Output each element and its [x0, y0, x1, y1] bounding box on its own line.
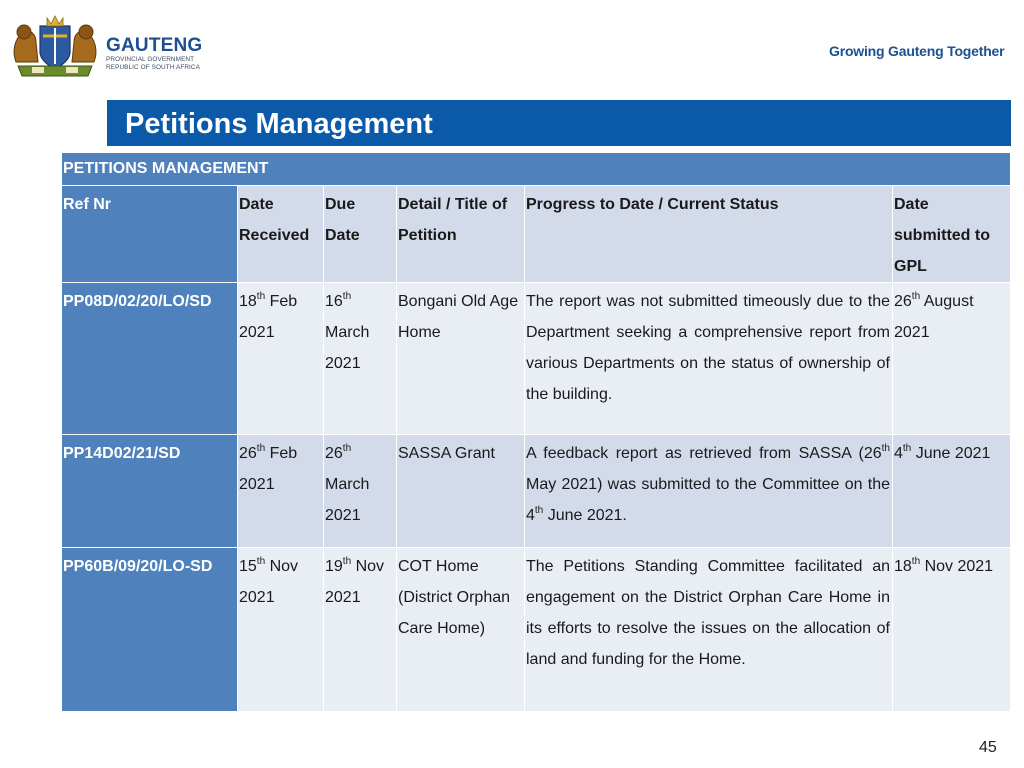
progress-cell: A feedback report as retrieved from SASSA (26th May 2021) was submitted to the Committee on the 4th June 2021.	[525, 435, 893, 548]
ref-cell: PP14D02/21/SD	[62, 435, 238, 548]
header-progress: Progress to Date / Current Status	[525, 186, 893, 283]
detail-cell: SASSA Grant	[397, 435, 525, 548]
header-detail: Detail / Title of Petition	[397, 186, 525, 283]
date-received-cell: 15th Nov 2021	[238, 548, 324, 712]
ref-cell: PP08D/02/20/LO/SD	[62, 283, 238, 435]
header-date-received: Date Received	[238, 186, 324, 283]
detail-cell: COT Home (District Orphan Care Home)	[397, 548, 525, 712]
detail-cell: Bongani Old Age Home	[397, 283, 525, 435]
tagline: Growing Gauteng Together	[829, 43, 1005, 59]
due-date-cell: 19th Nov 2021	[324, 548, 397, 712]
brand-line-1: PROVINCIAL GOVERNMENT	[106, 56, 195, 63]
title-band	[107, 100, 1011, 146]
date-submitted-cell: 26th August 2021	[893, 283, 1011, 435]
progress-cell: The Petitions Standing Committee facilitated an engagement on the District Orphan Care Home in its efforts to resolve the issues on the allocation of land and funding for the Home.	[525, 548, 893, 712]
page-title: Petitions Management	[125, 108, 433, 140]
coat-of-arms-icon	[10, 12, 100, 78]
brand-line-2: REPUBLIC OF SOUTH AFRICA	[106, 63, 201, 71]
table-header-row	[62, 186, 1011, 283]
due-date-cell: 26th March 2021	[324, 435, 397, 548]
table-row	[62, 435, 1011, 548]
date-submitted-cell: 4th June 2021	[893, 435, 1011, 548]
brand-block	[106, 36, 202, 71]
date-received-cell: 26th Feb 2021	[238, 435, 324, 548]
table-row	[62, 283, 1011, 435]
ref-cell: PP60B/09/20/LO-SD	[62, 548, 238, 712]
table-caption: PETITIONS MANAGEMENT	[62, 153, 1011, 186]
header-due-date: Due Date	[324, 186, 397, 283]
due-date-cell: 16th March 2021	[324, 283, 397, 435]
table-row	[62, 548, 1011, 712]
date-received-cell: 18th Feb 2021	[238, 283, 324, 435]
brand-name: GAUTENG	[106, 35, 203, 56]
header-date-submitted: Date submitted to GPL	[893, 186, 1011, 283]
gauteng-logo	[10, 12, 203, 80]
header-ref-nr: Ref Nr	[62, 186, 238, 283]
table-caption-row	[62, 153, 1011, 186]
petitions-table	[61, 152, 1011, 712]
date-submitted-cell: 18th Nov 2021	[893, 548, 1011, 712]
page-number: 45	[979, 739, 997, 756]
progress-cell: The report was not submitted timeously due to the Department seeking a comprehensive report from various Departments on the status of ownership of the building.	[525, 283, 893, 435]
